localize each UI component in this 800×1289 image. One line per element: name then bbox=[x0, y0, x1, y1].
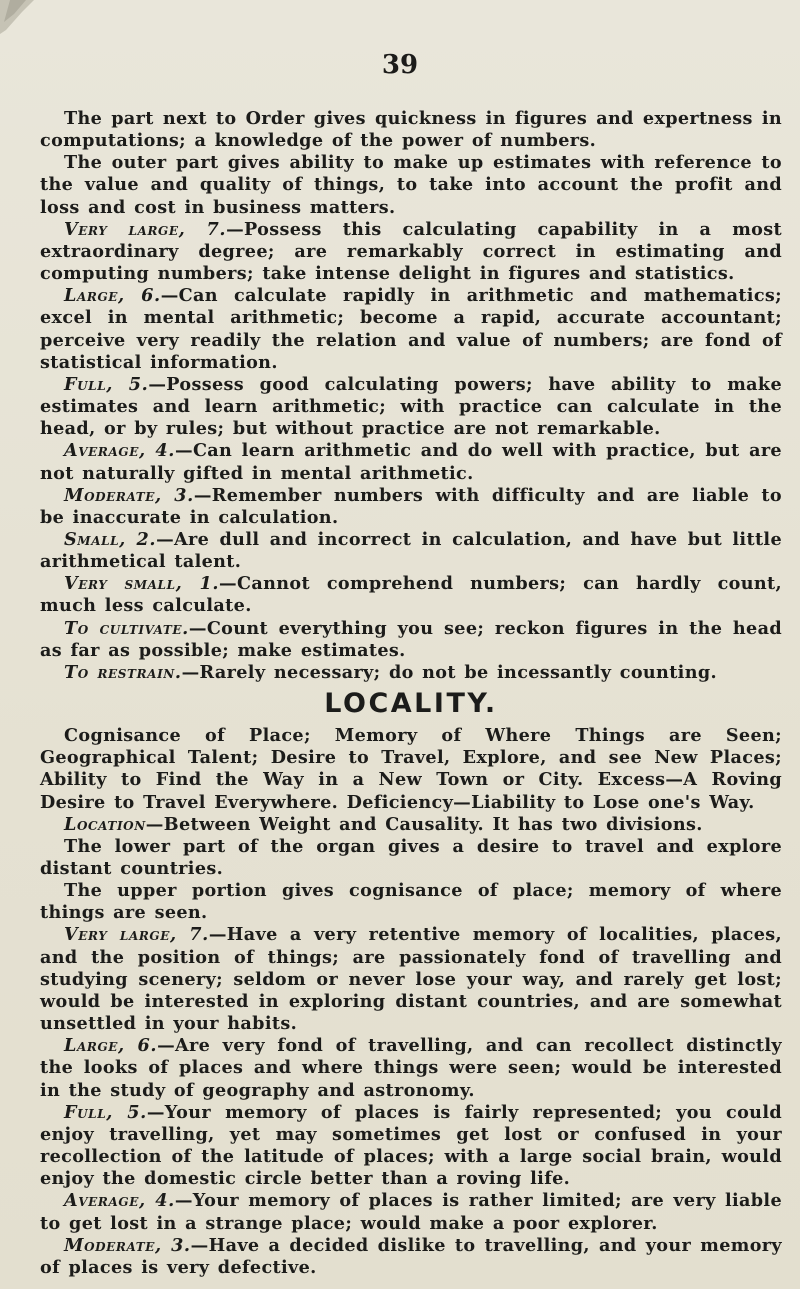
paragraph-text: —Between Weight and Causality. It has two divisions. bbox=[145, 813, 703, 835]
paragraph bbox=[40, 285, 782, 374]
degree-label: Very large, 7. bbox=[64, 218, 227, 240]
paragraph bbox=[40, 529, 782, 573]
degree-label: Average, 4. bbox=[64, 440, 175, 462]
degree-label: To restrain. bbox=[64, 661, 182, 683]
degree-label: Full, 5. bbox=[64, 1101, 147, 1123]
paragraph-text: —Have a very retentive memory of localities, places, and the position of things; are passionately fond of travelling and studying scenery; seldom or never lose your way, and rarely get lost; would be interested in exploring distant countries, and are somewhat unsettled in your habits. bbox=[40, 924, 782, 1035]
degree-label: Full, 5. bbox=[64, 373, 149, 395]
paragraph-text: The lower part of the organ gives a desire to travel and explore distant countries. bbox=[40, 835, 782, 879]
paragraph bbox=[40, 1235, 782, 1279]
degree-label: Moderate, 3. bbox=[64, 1234, 191, 1256]
paragraph bbox=[40, 880, 782, 924]
paragraph-text: —Possess this calculating capability in a most extraordinary degree; are remarkably correct in estimating and computing numbers; take intense delight in figures and statistics. bbox=[40, 218, 782, 285]
paragraph-text: —Your memory of places is rather limited; are very liable to get lost in a strange place; would make a poor explorer. bbox=[40, 1190, 782, 1234]
degree-label: Large, 6. bbox=[64, 1035, 158, 1057]
paragraph bbox=[40, 440, 782, 484]
paragraph-text: Cognisance of Place; Memory of Where Things are Seen; Geographical Talent; Desire to Travel, Explore, and see New Places; Ability to Find the Way in a New Town or City. Excess—A Roving Desire to Travel Everywhere. Deficiency—Liability to Lose one's Way. bbox=[40, 725, 782, 813]
paragraph bbox=[40, 1190, 782, 1234]
paragraph-text: —Possess good calculating powers; have ability to make estimates and learn arithmetic; with practice can calculate in the head, or by rules; but without practice are not remarkable. bbox=[40, 373, 782, 440]
paragraph-text: —Remember numbers with difficulty and are liable to be inaccurate in calculation. bbox=[40, 484, 782, 528]
degree-label: Moderate, 3. bbox=[64, 484, 194, 506]
degree-label: Very large, 7. bbox=[64, 924, 209, 946]
paragraph bbox=[40, 1035, 782, 1101]
paragraph-text: —Cannot comprehend numbers; can hardly count, much less calculate. bbox=[40, 573, 782, 617]
paragraph bbox=[40, 108, 782, 152]
paragraph-text: —Can learn arithmetic and do well with practice, but are not naturally gifted in mental arithmetic. bbox=[40, 440, 782, 484]
paragraph bbox=[40, 924, 782, 1035]
paragraph-text: The upper portion gives cognisance of place; memory of where things are seen. bbox=[40, 880, 782, 924]
paragraph-text: —Your memory of places is fairly represented; you could enjoy travelling, yet may sometimes get lost or confused in your recollection of the latitude of places; with a large social brain, would enjoy the domestic circle better than a roving life. bbox=[40, 1101, 783, 1190]
paragraph bbox=[40, 836, 782, 880]
paragraph-text: —Rarely necessary; do not be incessantly counting. bbox=[181, 661, 717, 683]
degree-label: Very small, 1. bbox=[64, 573, 220, 595]
degree-label: Average, 4. bbox=[64, 1190, 175, 1212]
page-corner-smudge bbox=[0, 0, 60, 40]
paragraph bbox=[40, 152, 782, 218]
paragraph-text: —Are very fond of travelling, and can recollect distinctly the looks of places and where things were seen; would be interested in the study of geography and astronomy. bbox=[40, 1035, 782, 1101]
paragraph-text: The outer part gives ability to make up estimates with reference to the value and quality of things, to take into account the profit and loss and cost in business matters. bbox=[40, 152, 782, 218]
paragraph bbox=[40, 725, 782, 814]
paragraph-text: —Can calculate rapidly in arithmetic and mathematics; excel in mental arithmetic; become a rapid, accurate accountant; perceive very readily the relation and value of numbers; are fond of statistical information. bbox=[40, 285, 782, 373]
paragraph bbox=[40, 374, 782, 440]
degree-label: Small, 2. bbox=[64, 528, 157, 550]
degree-label: Location bbox=[64, 813, 146, 835]
degree-label: To cultivate. bbox=[64, 617, 189, 639]
page-number: 39 bbox=[381, 50, 419, 80]
paragraph bbox=[40, 618, 782, 662]
section-heading: LOCALITY. bbox=[324, 688, 498, 720]
paragraph bbox=[40, 219, 782, 285]
paragraph bbox=[40, 814, 782, 836]
paragraph bbox=[40, 662, 782, 684]
paragraph bbox=[40, 1102, 782, 1191]
paragraph bbox=[40, 485, 782, 529]
paragraph-text: The part next to Order gives quickness in figures and expertness in computations; a knowledge of the power of numbers. bbox=[40, 108, 782, 152]
page-body bbox=[40, 108, 782, 1279]
paragraph-text: —Count everything you see; reckon figures in the head as far as possible; make estimates. bbox=[40, 617, 782, 661]
paragraph bbox=[40, 573, 782, 617]
degree-label: Large, 6. bbox=[64, 285, 161, 307]
paragraph-text: —Have a decided dislike to travelling, and your memory of places is very defective. bbox=[40, 1234, 782, 1278]
paragraph-text: —Are dull and incorrect in calculation, and have but little arithmetical talent. bbox=[40, 528, 782, 573]
